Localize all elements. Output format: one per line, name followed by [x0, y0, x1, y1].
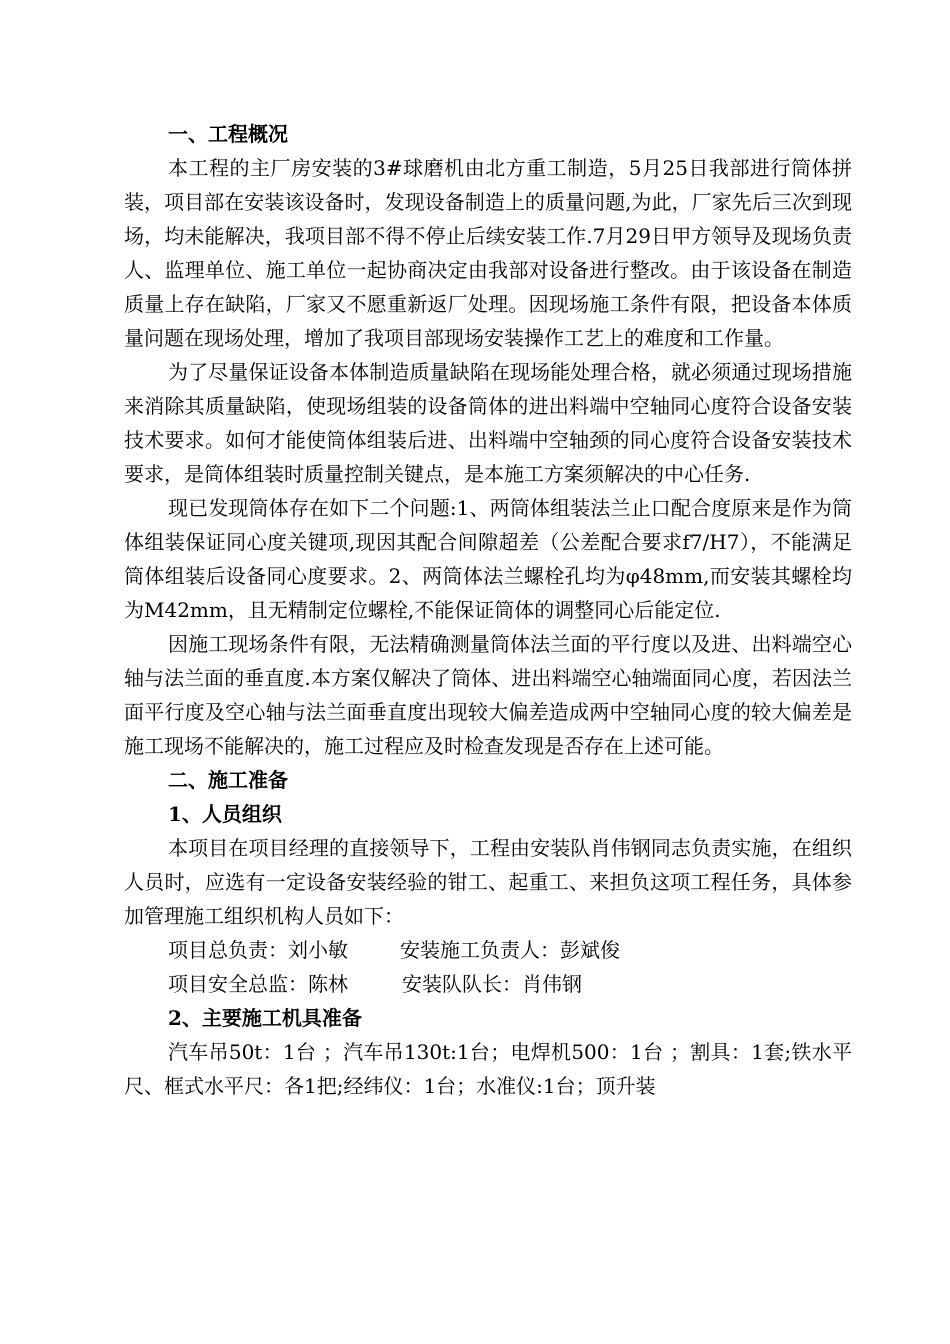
staff-row-1 [124, 933, 852, 967]
document-page [124, 117, 852, 1103]
section-1-paragraph-4: 因施工现场条件有限，无法精确测量筒体法兰面的平行度以及进、出料端空心轴与法兰面的垂直度.本方案仅解决了筒体、进出料端空心轴端面同心度，若因法兰面平行度及空心轴与法兰面垂直度出现较大偏差造成两中空轴同心度的较大偏差是施工现场不能解决的，施工过程应及时检查发现是否存在上述可能。 [124, 632, 852, 758]
section-1-paragraph-1: 本工程的主厂房安装的3#球磨机由北方重工制造，5月25日我部进行筒体拼装，项目部在安装该设备时，发现设备制造上的质量问题,为此，厂家先后三次到现场，均未能解决，我项目部不得不停止后续安装工作.7月29日甲方领导及现场负责人、监理单位、施工单位一起协商决定由我部对设备进行整改。由于该设备在制造质量上存在缺陷，厂家又不愿重新返厂处理。因现场施工条件有限，把设备本体质量问题在现场处理，增加了我项目部现场安装操作工艺上的难度和工作量。 [124, 156, 852, 350]
section-1-paragraph-3: 现已发现筒体存在如下二个问题:1、两筒体组装法兰止口配合度原来是作为筒体组装保证同心度关键项,现因其配合间隙超差（公差配合要求f7/H7），不能满足筒体组装后设备同心度要求。2、两筒体法兰螺栓孔均为φ48mm,而安装其螺栓均为M42mm，且无精制定位螺栓,不能保证筒体的调整同心后能定位. [124, 496, 852, 622]
section-2-heading: 二、施工准备 [168, 768, 288, 792]
section-1-paragraph-2: 为了尽量保证设备本体制造质量缺陷在现场能处理合格，就必须通过现场措施来消除其质量缺陷，使现场组装的设备筒体的进出料端中空轴同心度符合设备安装技术要求。如何才能使筒体组装后进、出料端中空轴颈的同心度符合设备安装技术要求，是筒体组装时质量控制关键点，是本施工方案须解决的中心任务. [124, 360, 852, 486]
subsection-personnel-heading: 1、人员组织 [168, 802, 282, 826]
staff-row-2-left: 项目安全总监：陈林 [168, 972, 348, 996]
staff-row-2 [124, 967, 852, 1001]
staff-row-1-right: 安装施工负责人：彭斌俊 [400, 938, 620, 962]
section-1-heading: 一、工程概况 [168, 122, 288, 146]
staff-row-2-right: 安装队队长：肖伟钢 [402, 972, 582, 996]
equipment-paragraph: 汽车吊50t：1台 ；汽车吊130t:1台；电焊机500：1台 ；割具：1套;铁水平尺、框式水平尺：各1把;经纬仪：1台；水准仪:1台；顶升装 [124, 1040, 852, 1098]
staff-row-1-left: 项目总负责：刘小敏 [168, 938, 348, 962]
personnel-paragraph: 本项目在项目经理的直接领导下，工程由安装队肖伟钢同志负责实施，在组织人员时，应选有一定设备安装经验的钳工、起重工、来担负这项工程任务，具体参加管理施工组织机构人员如下： [124, 836, 852, 928]
subsection-equipment-heading: 2、主要施工机具准备 [168, 1006, 362, 1030]
